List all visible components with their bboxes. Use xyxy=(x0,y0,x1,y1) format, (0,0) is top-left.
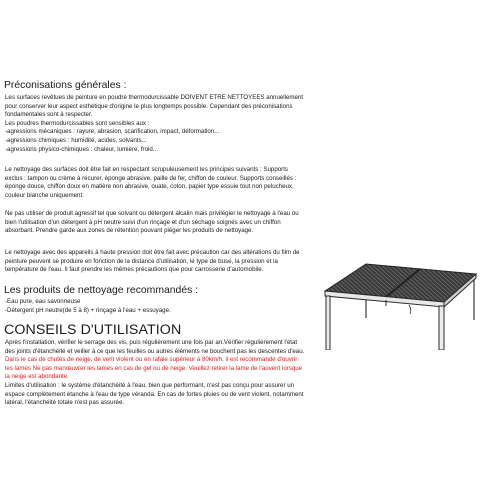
pergola-illustration-icon xyxy=(324,258,478,350)
paragraph-high-pressure xyxy=(5,249,300,275)
heading-recommended-products: Les produits de nettoyage recommandés : xyxy=(4,285,199,296)
paragraph-usage-advice xyxy=(5,339,304,408)
text-line: Limites d'utilisation : le système d'étanchéité à l'eau, bien que performant, n'est pas conçu pour assurer un xyxy=(5,381,295,389)
warning-line: Dans le cas de chutes de neige, de vent violent ou en rafale supérieur à 80km/h, il est recommandé d'ouvrir xyxy=(5,356,298,364)
text-line: bien l'utilisation d'un détergent à pH neutre suivi d'un rinçage et d'un séchage soignés avec un chiffon xyxy=(5,218,281,226)
text-line: -agressions chimiques : humidité, acides, solvants... xyxy=(5,136,147,144)
list-item: -Détergent pH neutre(de 5 à 8) + rinçage à l'eau + essuyage. xyxy=(5,306,171,314)
heading-usage-advice: CONSEILS D'UTILISATION xyxy=(4,322,182,338)
text-line: des joints d'étanchéité et veiller à ce que les feuilles ou autres éléments ne bouchent pas les descentes d'eau. xyxy=(5,347,305,355)
text-line: espace complètement étanche à l'eau de type véranda. En cas de fortes pluies ou de vent violent, notamment xyxy=(5,390,304,398)
text-line: -agressions physico-chimiques : chaleur, lumière, froid... xyxy=(5,145,158,153)
paragraph-cleaning-supports xyxy=(5,166,296,200)
text-line: Le nettoyage avec des appareils à haute pression doit être fait avec précaution car des altérations du film de xyxy=(5,249,300,256)
text-line: Ne pas utiliser de produit agressif tel que solvant ou détergent alcalin mais privilégier le nettoyage à l'eau ou xyxy=(5,210,299,217)
text-line: Le nettoyage des surfaces doit être fait en respectant scrupuleusement les principes suivants : Supports xyxy=(5,166,288,173)
paragraph-aggressive-products xyxy=(5,210,299,236)
list-item: -Eau pure, eau savonneuse xyxy=(5,298,81,305)
warning-line: la neige est abondante. xyxy=(5,373,69,381)
text-line: latéral, l'étanchéité totale n'est pas assurée. xyxy=(5,399,125,407)
text-line: -agressions mécaniques : rayure, abrasion, scarification, impact, déformation... xyxy=(5,128,220,136)
list-recommended-products xyxy=(5,298,171,315)
text-line: fondamentales sont à respecter. xyxy=(5,111,93,119)
text-line: température de l'eau. Il faut prendre les mêmes précautions que pour carrosserie d'automobile. xyxy=(5,266,264,274)
text-line: peinture peuvent se produire en fonction de la distance d'utilisation, le type de buse, la pression et la xyxy=(5,257,278,265)
text-line: exclus : tampon ou crème à récurer, éponge abrasive, paille de fer, chiffon de couleur. Supports conseillés : xyxy=(5,174,297,182)
paragraph-paint-care xyxy=(5,94,303,154)
text-line: Les poudres thermodurcissables sont sensibles aux : xyxy=(5,119,150,127)
text-line: pour conserver leur aspect esthétique d'origine le plus longtemps possible. Cependant des préconisations xyxy=(5,102,293,110)
text-line: éponge douce, chiffon doux en matière non abrasive, ouate, coton, papier type essuie tout non pelucheux, xyxy=(5,183,294,191)
text-line: absorbant. Prendre garde aux zones de rétention pouvant piéger les produits de nettoyage. xyxy=(5,227,254,235)
heading-general-recommendations: Préconisations générales : xyxy=(4,80,127,91)
text-line: Après l'installation, vérifier le serrage des vis, puis régulièrement une fois par an.Vérifier régulièrement l'état xyxy=(5,339,298,346)
text-line: Les surfaces revêtues de peinture en poudre thermodurcissable DOIVENT ETRE NETTOYEES annuellement xyxy=(5,94,304,101)
text-line: couleur blanche uniquement. xyxy=(5,191,84,199)
warning-line: les lames Ne pas manœuvrer les lames en cas de gel ou de neige. Veuillez retirer la lame de l'auvent lorsque xyxy=(5,364,303,372)
